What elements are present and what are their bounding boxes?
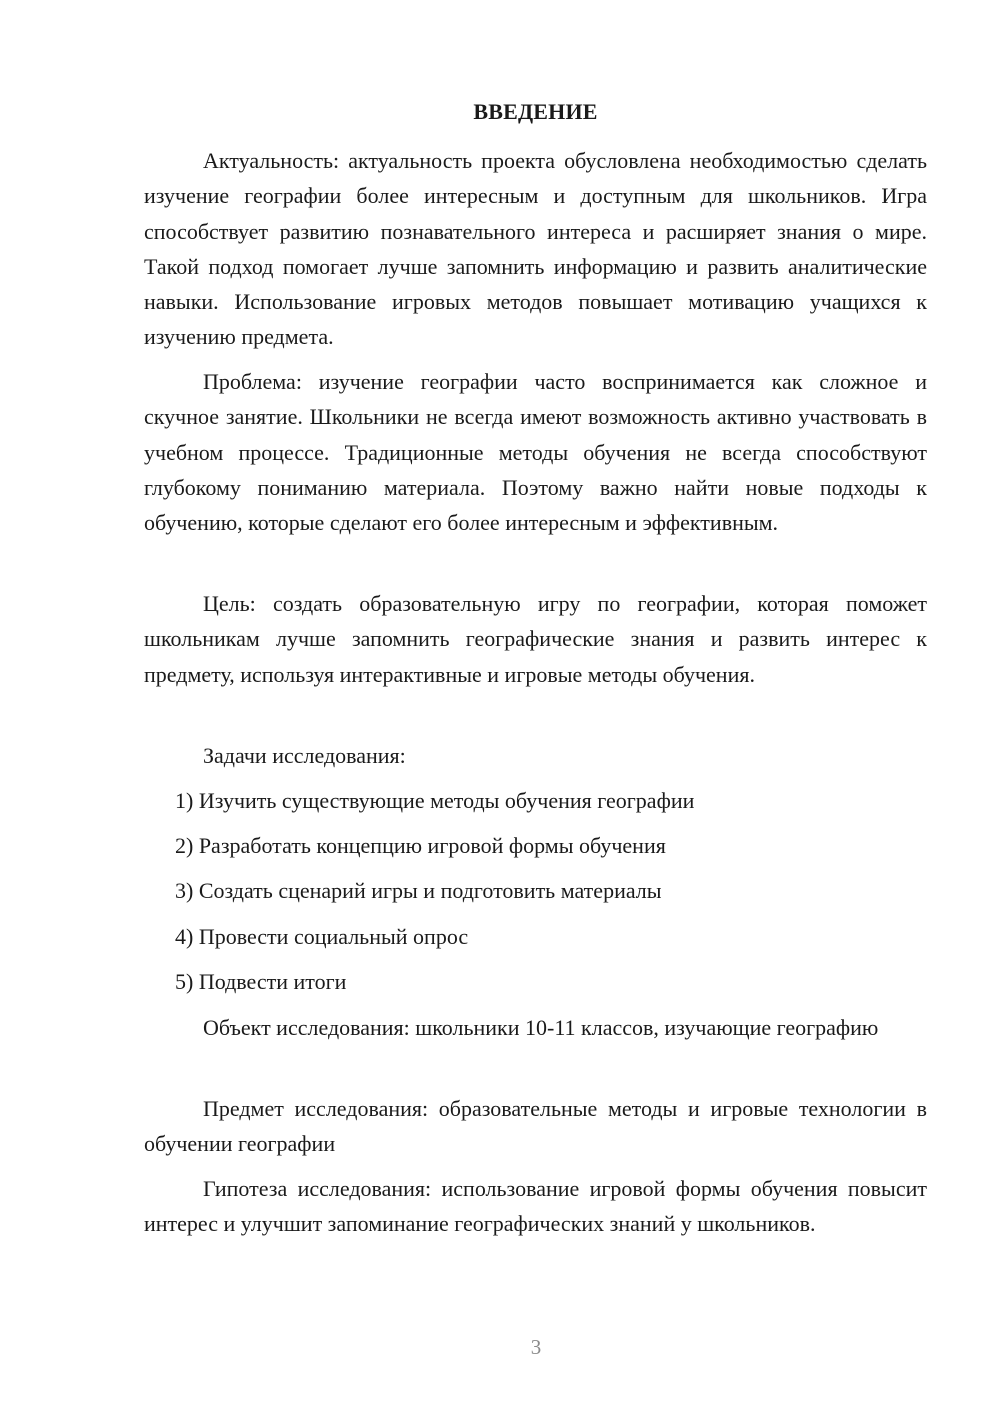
page-number: 3 [530, 1335, 542, 1359]
paragraph-relevance: Актуальность: актуальность проекта обусловлена необходимостью сделать изучение географии более интересным и доступным для школьников. Игра способствует развитию познавательного интереса и расширяет знания о мире. Такой подход помогает лучше запомнить информацию и развить аналитические навыки. Использование игровых методов повышает мотивацию учащихся к изучению предмета. [144, 148, 927, 350]
paragraph-goal: Цель: создать образовательную игру по географии, которая поможет школьникам лучше запомнить географические знания и развить интерес к предмету, используя интерактивные и игровые методы обучения. [144, 591, 927, 687]
task-item: 4) Провести социальный опрос [175, 924, 469, 949]
tasks-heading: Задачи исследования: [203, 743, 406, 768]
task-item: 3) Создать сценарий игры и подготовить материалы [175, 878, 662, 903]
paragraph-hypothesis: Гипотеза исследования: использование игровой формы обучения повысит интерес и улучшит запоминание географических знаний у школьников. [144, 1176, 927, 1237]
paragraph-object: Объект исследования: школьники 10-11 классов, изучающие географию [203, 1015, 879, 1040]
task-item: 5) Подвести итоги [175, 969, 347, 994]
task-item: 1) Изучить существующие методы обучения географии [175, 788, 695, 813]
paragraph-subject: Предмет исследования: образовательные методы и игровые технологии в обучении географии [144, 1096, 927, 1157]
page-title: ВВЕДЕНИЕ [473, 99, 598, 124]
paragraph-problem: Проблема: изучение географии часто воспринимается как сложное и скучное занятие. Школьники не всегда имеют возможность активно участвовать в учебном процессе. Традиционные методы обучения не всегда способствуют глубокому пониманию материала. Поэтому важно найти новые подходы к обучению, которые сделают его более интересным и эффективным. [144, 369, 927, 536]
task-item: 2) Разработать концепцию игровой формы обучения [175, 833, 666, 858]
